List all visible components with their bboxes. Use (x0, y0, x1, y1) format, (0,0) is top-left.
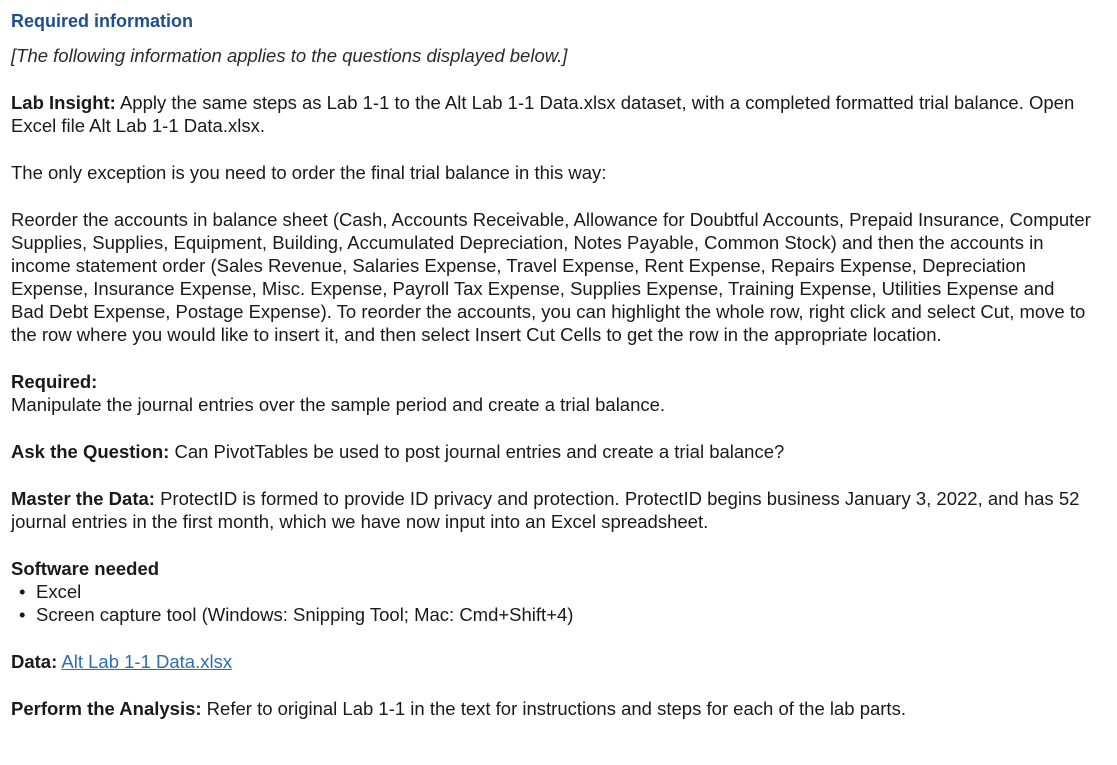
software-needed-section (11, 557, 1091, 626)
software-list (11, 580, 1091, 626)
applies-note: [The following information applies to the questions displayed below.] (11, 45, 568, 66)
bullet-icon: • (19, 581, 26, 602)
perform-analysis-text: Refer to original Lab 1-1 in the text for instructions and steps for each of the lab parts. (201, 698, 906, 719)
lab-insight-paragraph (11, 91, 1091, 137)
list-item (19, 580, 1091, 603)
required-text: Manipulate the journal entries over the sample period and create a trial balance. (11, 394, 666, 415)
question-content (0, 10, 1117, 720)
required-label: Required: (11, 371, 98, 392)
data-paragraph (11, 650, 1091, 673)
software-item-screen-capture: Screen capture tool (Windows: Snipping Tool; Mac: Cmd+Shift+4) (36, 604, 574, 625)
list-item (19, 603, 1091, 626)
lab-insight-text: Apply the same steps as Lab 1-1 to the Alt Lab 1-1 Data.xlsx dataset, with a completed formatted trial balance. Open Excel file Alt Lab 1-1 Data.xlsx. (11, 92, 1075, 136)
ask-question-paragraph (11, 440, 1091, 463)
required-information-heading: Required information (11, 11, 194, 31)
lab-insight-label: Lab Insight: (11, 92, 116, 113)
required-paragraph (11, 370, 1091, 416)
master-data-paragraph (11, 487, 1091, 533)
master-data-text: ProtectID is formed to provide ID privacy and protection. ProtectID begins business January 3, 2022, and has 52 journal entries in the first month, which we have now input into an Excel spreadsheet. (11, 488, 1080, 532)
perform-analysis-paragraph (11, 697, 1091, 720)
ask-question-text: Can PivotTables be used to post journal entries and create a trial balance? (169, 441, 785, 462)
ask-question-label: Ask the Question: (11, 441, 170, 462)
perform-analysis-label: Perform the Analysis: (11, 698, 202, 719)
master-data-label: Master the Data: (11, 488, 155, 509)
software-item-excel: Excel (36, 581, 82, 602)
data-file-link[interactable]: Alt Lab 1-1 Data.xlsx (61, 651, 233, 672)
bullet-icon: • (19, 604, 26, 625)
software-needed-label: Software needed (11, 558, 160, 579)
data-label: Data: (11, 651, 58, 672)
reorder-paragraph: Reorder the accounts in balance sheet (Cash, Accounts Receivable, Allowance for Doubtful Accounts, Prepaid Insurance, Computer Supplies, Supplies, Equipment, Building, Accumulated Depreciation, Notes Payable, Common Stock) and then the accounts in income statement order (Sales Revenue, Salaries Expense, Travel Expense, Rent Expense, Repairs Expense, Depreciation Expense, Insurance Expense, Misc. Expense, Payroll Tax Expense, Supplies Expense, Training Expense, Utilities Expense and Bad Debt Expense, Postage Expense). To reorder the accounts, you can highlight the whole row, right click and select Cut, move to the row where you would like to insert it, and then select Insert Cut Cells to get the row in the appropriate location. (11, 209, 1091, 345)
exception-paragraph: The only exception is you need to order the final trial balance in this way: (11, 162, 607, 183)
